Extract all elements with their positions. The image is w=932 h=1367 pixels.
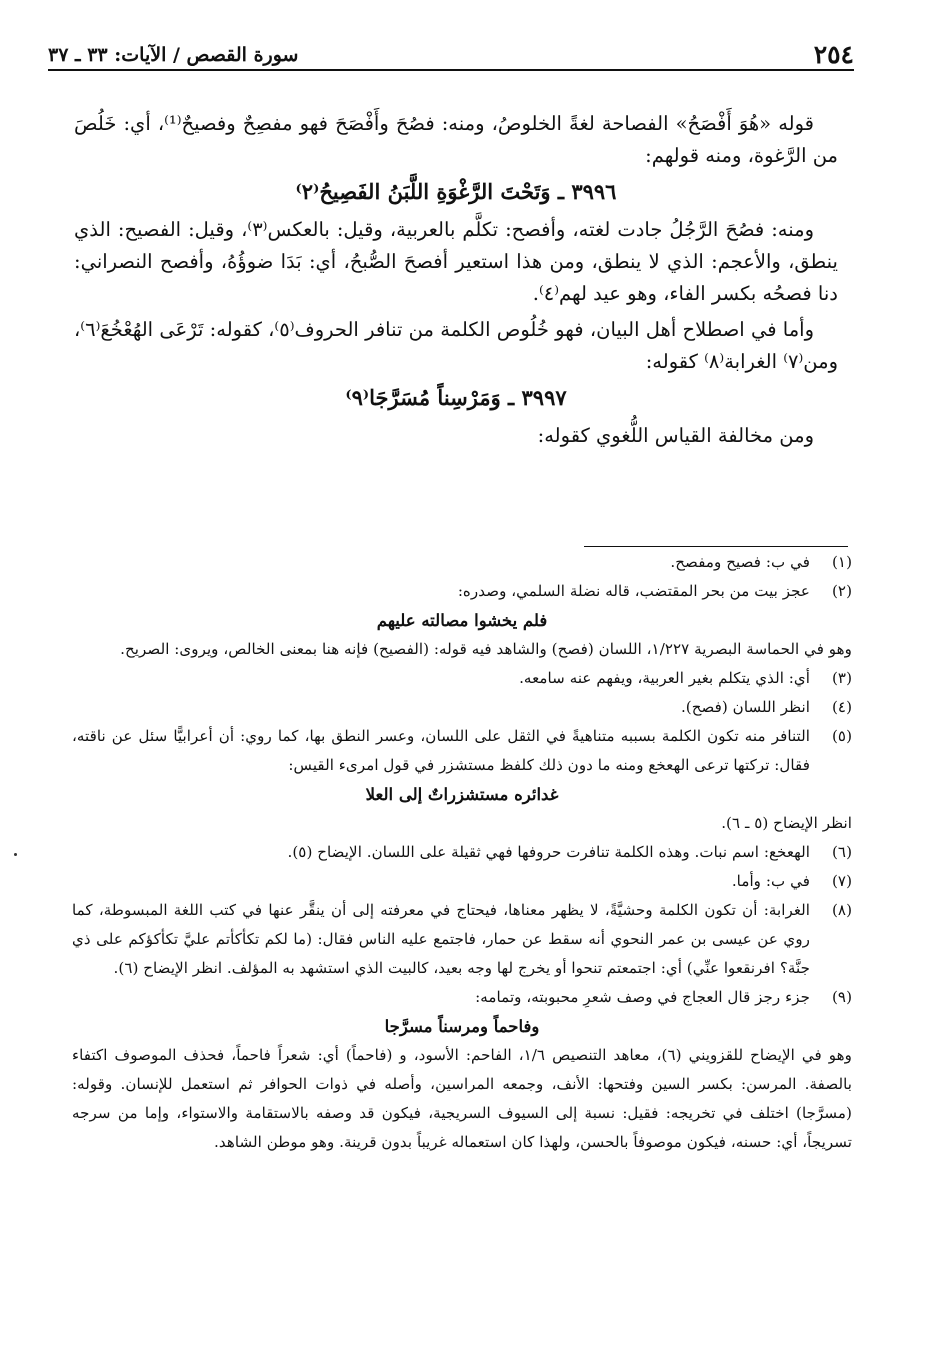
- footnote-number: (٣): [831, 669, 852, 687]
- footnote-verse: فلم يخشوا مصالته عليهم: [376, 611, 548, 630]
- footnote-continuation: وهو في الإيضاح للقزويني (٦)، معاهد التنصيص ١/٦، الفاحم: الأسود، و (فاحماً) أي: شعراً فاحماً، فحذف الموصوف اكتفاء بالصفة. المرسن: بكسر السين وفتحها: الأنف، وجمعه المراسين، وأصله في ذوات الحوافر ثم استعمل للإنسان. وقوله: (مسرَّجا) اختلف في تخريجه: فقيل: نسبة إلى السيوف السريجية، فيكون قد وصفه بالاستقامة والاستواء، وإما من سرجه تسريجاً، أي: حسنه، فيكون موصوفاً بالحسن، ولهذا كان استعماله غريباً بدون قرينة. وهو موطن الشاهد.: [72, 1046, 852, 1151]
- poetry-verse-3996: ٣٩٩٦ ـ وَتَحْتَ الرَّغْوَةِ اللَّبَنُ الفَصِيحُ⁽٢⁾: [295, 179, 617, 204]
- footnote-continuation: وهو في الحماسة البصرية ١/٢٢٧، اللسان (فصح) والشاهد فيه قوله: (الفصيح) فإنه هنا بمعنى الخالص، ويروى: الصريح.: [120, 640, 852, 658]
- scan-speck: [14, 853, 17, 856]
- footnote: [72, 896, 852, 983]
- footnote-verse: غدائره مستشزراتٌ إلى العلا: [365, 785, 559, 804]
- paragraph-1: قوله «هُوَ أَفْصَحُ» الفصاحة لغةً الخلوصُ، ومنه: فصُحَ وأَفْصَحَ فهو مفصِحٌ وفصيحٌ⁽¹⁾، أي: خَلُصَ من الرَّغوة، ومنه قولهم:: [74, 112, 838, 167]
- running-title: سورة القصص / الآيات: ٣٣ ـ ٣٧: [48, 44, 299, 66]
- footnote-text: جزء رجز قال العجاج في وصف شعرِ محبوبته، وتمامه:: [475, 988, 810, 1006]
- footnote-text: الغرابة: أن تكون الكلمة وحشيَّةً، لا يظهر معناها، فيحتاج في معرفته إلى أن ينقَّر عنها في كتب اللغة المبسوطة، كما روي عن عيسى بن عمر النحوي أنه سقط عن حمار، فاجتمع عليه الناس فقال: (ما لكم تكأكأتم عليَّ تكأكؤكم على ذي جنَّة؟ افرنقعوا عنِّي) أي: اجتمعتم تنحوا أو يخرج لها وجه بعيد، كالبيت الذي استشهد به المؤلف. انظر الإيضاح (٦).: [72, 901, 810, 977]
- page-number: ٢٥٤: [813, 40, 854, 69]
- footnote-number: (٩): [831, 988, 852, 1006]
- poetry-verse-3997: ٣٩٩٧ ـ وَمَرْسِناً مُسَرَّجَا⁽٩⁾: [345, 385, 567, 410]
- footnotes: [72, 548, 852, 1157]
- paragraph-3: وأما في اصطلاح أهل البيان، فهو خُلُوص الكلمة من تنافر الحروف⁽٥⁾، كقوله: تَرْعَى الهُعْخُعَ⁽٦⁾، ومن⁽٧⁾ الغرابة⁽٨⁾ كقوله:: [74, 318, 838, 373]
- footnote-text: انظر اللسان (فصح).: [680, 698, 810, 716]
- footnote: [72, 664, 852, 693]
- footnote: [72, 983, 852, 1012]
- paragraph-2: ومنه: فصُحَ الرَّجُلُ جادت لغته، وأفصح: تكلَّم بالعربية، وقيل: بالعكس⁽٣⁾، وقيل: الفصيح: الذي ينطق، والأعجم: الذي لا ينطق، ومن هذا استعير أفصحَ الصُّبحُ، أي: بَدَا ضوؤُهُ، وأفصح النصراني: دنا فصحُه بكسر الفاء، وهو عيد لهم⁽٤⁾.: [74, 218, 838, 305]
- page-header: [48, 40, 854, 72]
- footnote-continuation: انظر الإيضاح (٥ ـ ٦).: [721, 814, 852, 832]
- paragraph-4: ومن مخالفة القياس اللُّغوي كقوله:: [537, 424, 814, 447]
- footnote: [72, 693, 852, 722]
- footnote: [72, 577, 852, 606]
- footnote-text: التنافر منه تكون الكلمة بسببه متناهيةً في الثقل على اللسان، وعسر النطق بها، كما روي: أن أعرابيًّا سئل عن ناقته، فقال: تركتها ترعى الهعخع ومنه ما دون ذلك كلفظ مستشزر في قول امرىء القيس:: [72, 727, 810, 774]
- main-text: [74, 108, 838, 456]
- footnote-verse: وفاحماً ومرسناً مسرَّجا: [384, 1017, 540, 1036]
- footnote-text: في ب: فصيح ومفصح.: [670, 553, 810, 571]
- footnote: [72, 722, 852, 780]
- footnote-separator: [584, 546, 848, 547]
- footnote-text: الهعخع: اسم نبات. وهذه الكلمة تنافرت حروفها فهي ثقيلة على اللسان. الإيضاح (٥).: [287, 843, 810, 861]
- footnote-number: (٤): [831, 698, 852, 716]
- header-rule: [48, 69, 854, 71]
- footnote: [72, 838, 852, 867]
- footnote-text: في ب: وأما.: [731, 872, 810, 890]
- footnote-text: عجز بيت من بحر المقتضب، قاله نضلة السلمي، وصدره:: [457, 582, 810, 600]
- footnote-number: (٢): [831, 582, 852, 600]
- footnote-number: (١): [831, 553, 852, 571]
- footnote: [72, 548, 852, 577]
- footnote-number: (٥): [831, 727, 852, 745]
- footnote: [72, 867, 852, 896]
- footnote-text: أي: الذي يتكلم بغير العربية، ويفهم عنه سامعه.: [519, 669, 810, 687]
- footnote-number: (٨): [831, 901, 852, 919]
- footnote-number: (٧): [831, 872, 852, 890]
- footnote-number: (٦): [831, 843, 852, 861]
